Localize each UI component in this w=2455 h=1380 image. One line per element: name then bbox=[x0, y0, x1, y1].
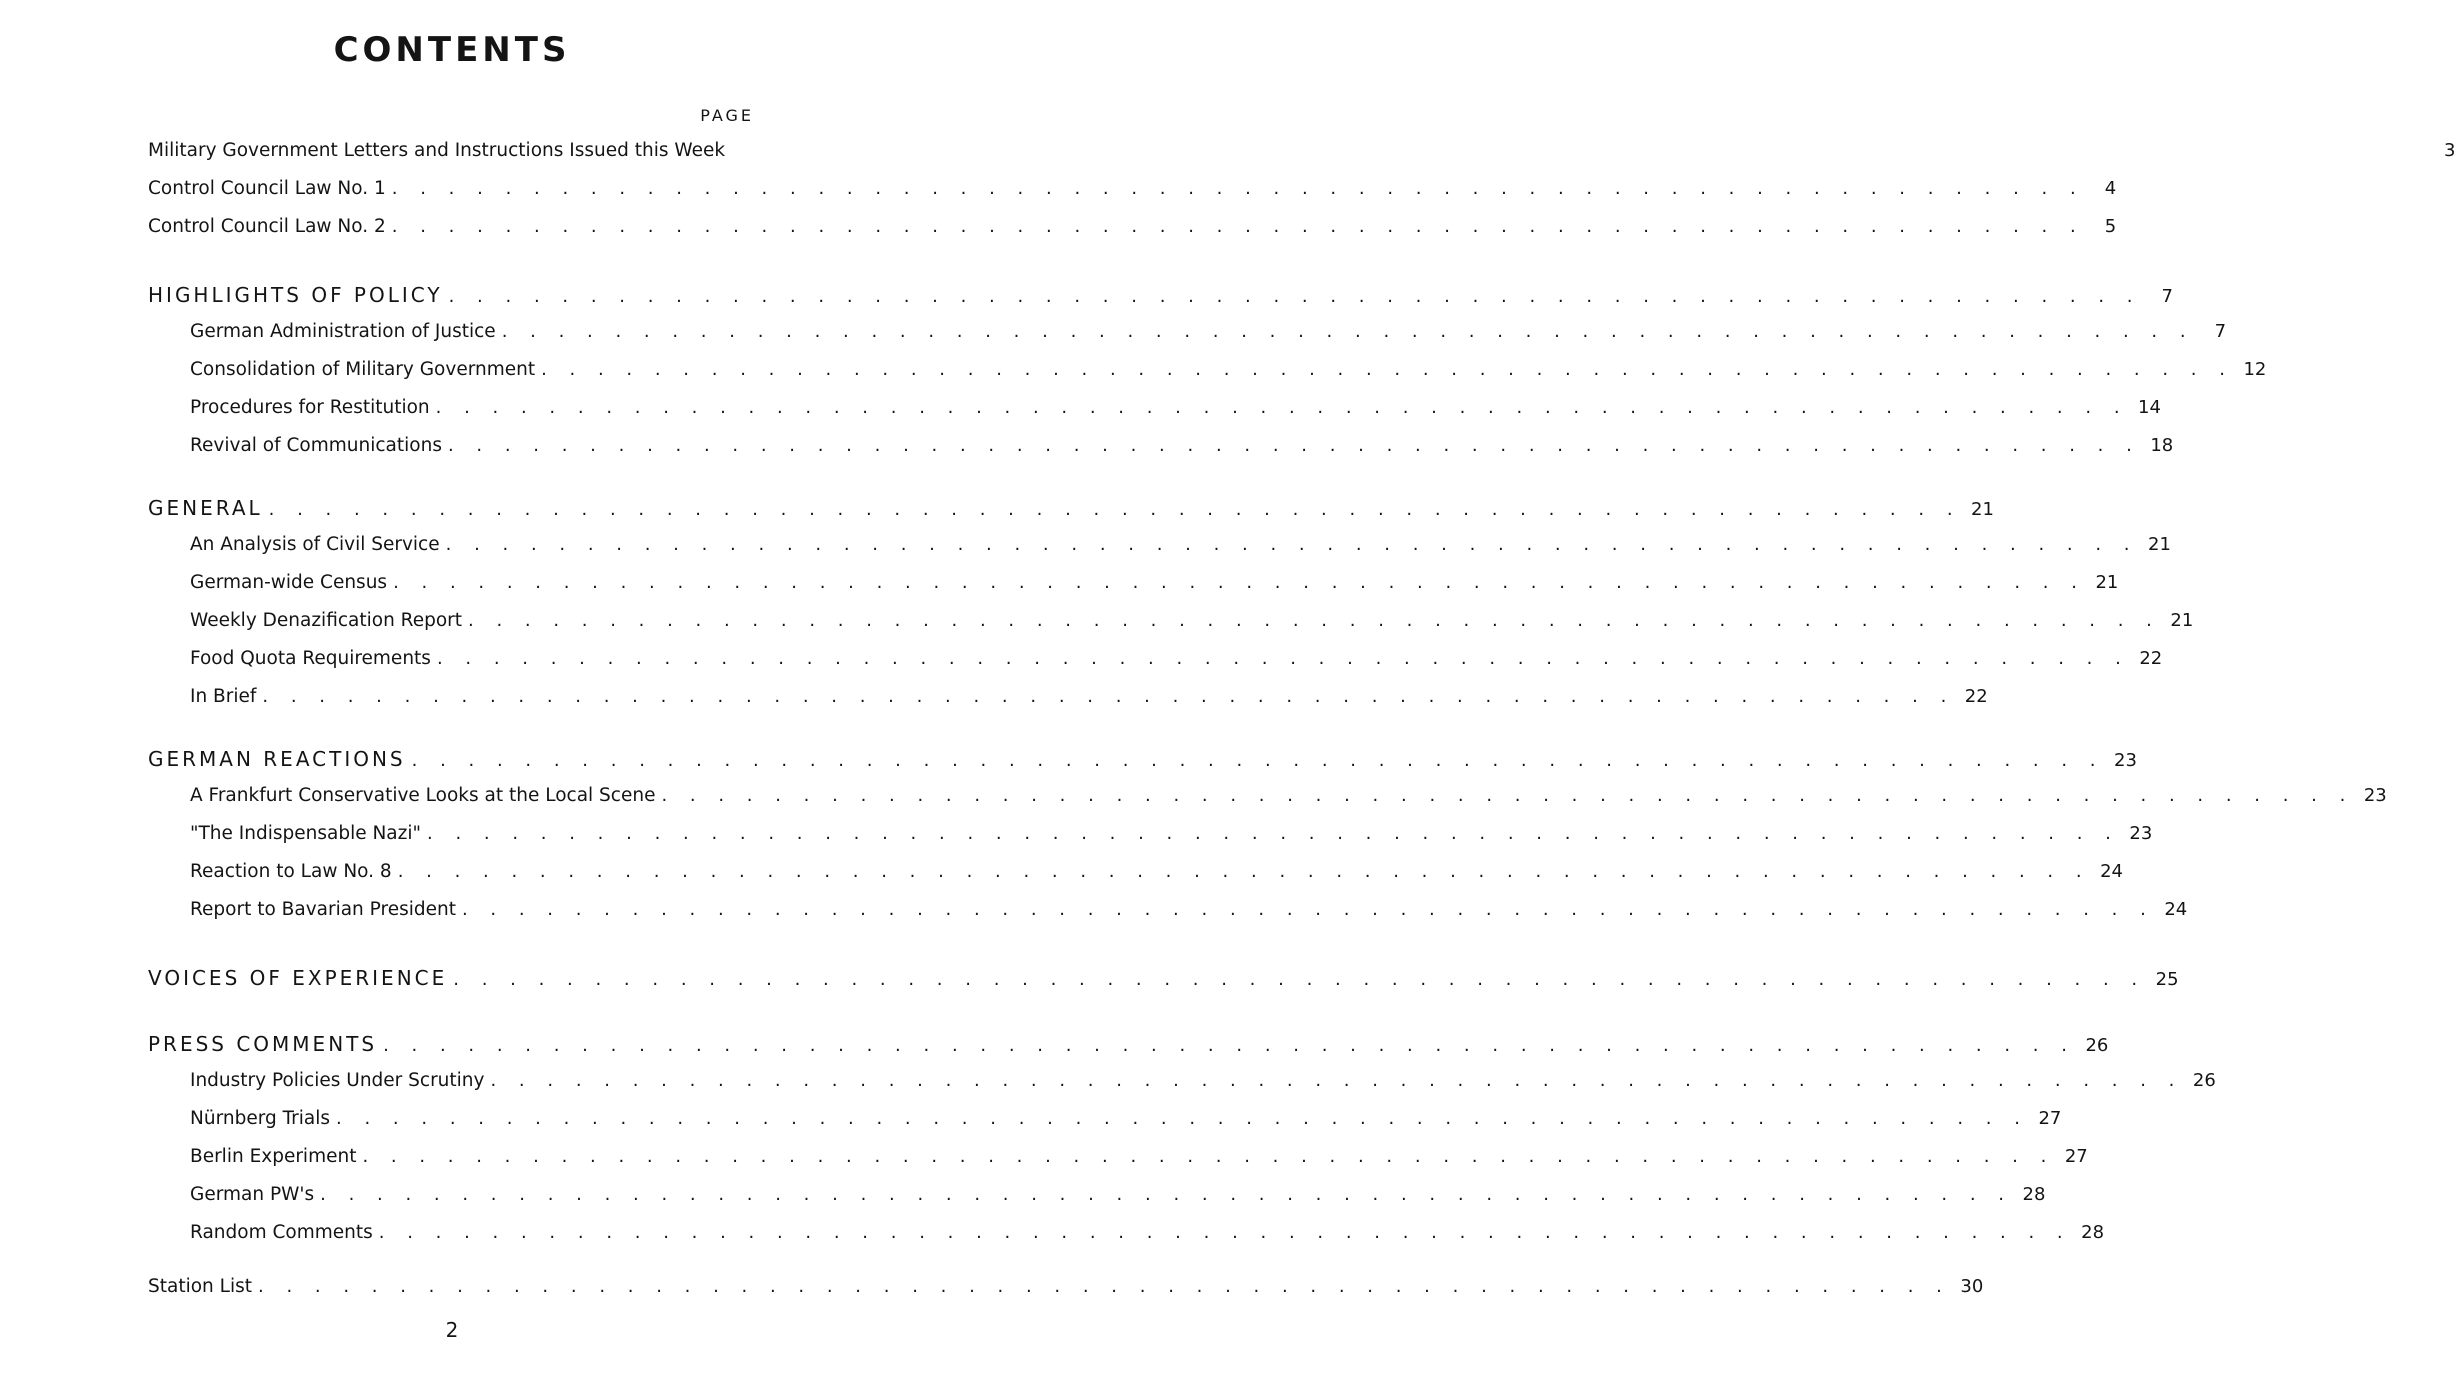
toc-entry-label: Control Council Law No. 1 bbox=[148, 178, 386, 199]
dot-leader: . . . . . . . . . . . . . . . . . . . . . . . . . . . . . . . . . . . . . . . . . . . . . . . . . . . . . . . . . . . . bbox=[378, 1222, 2072, 1243]
toc-entry-page: 18 bbox=[2150, 435, 2174, 456]
toc-entry bbox=[190, 359, 2267, 387]
toc-entry-label: German-wide Census bbox=[190, 572, 388, 593]
toc-entry-label: German Administration of Justice bbox=[190, 321, 496, 342]
toc-entry-page: 21 bbox=[2095, 572, 2119, 593]
page-number: 2 bbox=[445, 1318, 459, 1342]
toc-entry-page: 25 bbox=[2155, 969, 2179, 990]
toc-entry-label: VOICES OF EXPERIENCE bbox=[148, 966, 448, 990]
toc-entry-page: 28 bbox=[2022, 1184, 2046, 1205]
toc-entry-label: Report to Bavarian President bbox=[190, 899, 456, 920]
dot-leader: . . . . . . . . . . . . . . . . . . . . . . . . . . . . . . . . . . . . . . . . . . . . . . . . . . . . . . . . . . . . bbox=[268, 499, 1962, 520]
toc-entry-page: 23 bbox=[2363, 785, 2387, 806]
toc-entry bbox=[190, 785, 2387, 813]
toc-entry-label: Revival of Communications bbox=[190, 435, 442, 456]
toc-entry-label: "The Indispensable Nazi" bbox=[190, 823, 422, 844]
toc-section-heading bbox=[148, 966, 2179, 994]
toc-entry-label: Control Council Law No. 2 bbox=[148, 216, 386, 237]
toc-entry bbox=[190, 648, 2163, 676]
toc-section-heading bbox=[148, 1032, 2109, 1060]
toc-entry-label: In Brief bbox=[190, 686, 257, 707]
toc-entry-page: 28 bbox=[2081, 1222, 2105, 1243]
dot-leader: . . . . . . . . . . . . . . . . . . . . . . . . . . . . . . . . . . . . . . . . . . . . . . . . . . . . . . . . . . . . bbox=[383, 1035, 2076, 1056]
toc-entry-page: 14 bbox=[2138, 397, 2161, 418]
toc-entry bbox=[190, 321, 2227, 349]
toc-entry-page: 3 bbox=[2443, 140, 2455, 161]
dot-leader: . . . . . . . . . . . . . . . . . . . . . . . . . . . . . . . . . . . . . . . . . . . . . . . . . . . . . . . . . . . . bbox=[262, 686, 1955, 707]
page-title: CONTENTS bbox=[333, 30, 571, 70]
dot-leader: . . . . . . . . . . . . . . . . . . . . . . . . . . . . . . . . . . . . . . . . . . . . . . . . . . . . . . . . . . . . bbox=[445, 534, 2139, 555]
toc-entry bbox=[190, 1108, 2062, 1136]
toc-entry-page: 21 bbox=[2148, 534, 2171, 555]
page-column-heading: PAGE bbox=[700, 106, 754, 125]
dot-leader: . . . . . . . . . . . . . . . . . . . . . . . . . . . . . . . . . . . . . . . . . . . . . . . . . . . . . . . . . . . . bbox=[501, 321, 2195, 342]
toc-entry bbox=[190, 1146, 2088, 1174]
dot-leader: . . . . . . . . . . . . . . . . . . . . . . . . . . . . . . . . . . . . . . . . . . . . . . . . . . . . . . . . . . . . bbox=[320, 1184, 2013, 1205]
toc-entry bbox=[190, 861, 2123, 889]
toc-entry bbox=[190, 1184, 2046, 1212]
dot-leader: . . . . . . . . . . . . . . . . . . . . . . . . . . . . . . . . . . . . . . . . . . . . . . . . . . . . . . . . . . . . bbox=[258, 1276, 1951, 1297]
toc-entry-page: 7 bbox=[2161, 286, 2173, 307]
toc-entry bbox=[190, 686, 1988, 714]
toc-entry-page: 21 bbox=[1971, 499, 1994, 520]
toc-entry bbox=[190, 397, 2161, 425]
dot-leader: . . . . . . . . . . . . . . . . . . . . . . . . . . . . . . . . . . . . . . . . . . . . . . . . . . . . . . . . . . . . bbox=[427, 823, 2120, 844]
dot-leader: . . . . . . . . . . . . . . . . . . . . . . . . . . . . . . . . . . . . . . . . . . . . . . . . . . . . . . . . . . . . bbox=[391, 216, 2085, 237]
toc-entry-label: Industry Policies Under Scrutiny bbox=[190, 1070, 485, 1091]
dot-leader: . . . . . . . . . . . . . . . . . . . . . . . . . . . . . . . . . . . . . . . . . . . . . . . . . . . . . . . . . . . . bbox=[411, 750, 2105, 771]
toc-entry bbox=[190, 610, 2194, 638]
toc-entry bbox=[190, 572, 2119, 600]
toc-entry bbox=[190, 435, 2174, 463]
toc-section-heading bbox=[148, 496, 1994, 524]
toc-entry-page: 30 bbox=[1960, 1276, 1984, 1297]
dot-leader: . . . . . . . . . . . . . . . . . . . . . . . . . . . . . . . . . . . . . . . . . . . . . . . . . . . . . . . . . . . . bbox=[541, 359, 2234, 380]
toc-entry-page: 22 bbox=[1964, 686, 1988, 707]
dot-leader: . . . . . . . . . . . . . . . . . . . . . . . . . . . . . . . . . . . . . . . . . . . . . . . . . . . . . . . . . . . . bbox=[393, 572, 2086, 593]
toc-entry-label: Consolidation of Military Government bbox=[190, 359, 536, 380]
toc-entry-label: PRESS COMMENTS bbox=[148, 1032, 378, 1056]
dot-leader: . . . . . . . . . . . . . . . . . . . . . . . . . . . . . . . . . . . . . . . . . . . . . . . . . . . . . . . . . . . . bbox=[435, 397, 2129, 418]
toc-entry-page: 4 bbox=[2104, 178, 2117, 199]
dot-leader: . . . . . . . . . . . . . . . . . . . . . . . . . . . . . . . . . . . . . . . . . . . . . . . . . . . . . . . . . . . . bbox=[461, 899, 2155, 920]
toc-entry-label: HIGHLIGHTS OF POLICY bbox=[148, 283, 443, 307]
toc-entry bbox=[148, 216, 2117, 244]
toc-entry-page: 23 bbox=[2129, 823, 2153, 844]
dot-leader: . . . . . . . . . . . . . . . . . . . . . . . . . . . . . . . . . . . . . . . . . . . . . . . . . . . . . . . . . . . . bbox=[468, 610, 2161, 631]
toc-entry-page: 24 bbox=[2100, 861, 2123, 882]
dot-leader: . . . . . . . . . . . . . . . . . . . . . . . . . . . . . . . . . . . . . . . . . . . . . . . . . . . . . . . . . . . . bbox=[391, 178, 2085, 199]
toc-entry-page: 24 bbox=[2164, 899, 2188, 920]
toc-entry bbox=[148, 178, 2117, 206]
dot-leader: . . . . . . . . . . . . . . . . . . . . . . . . . . . . . . . . . . . . . . . . . . . . . . . . . . . . . . . . . . . . bbox=[448, 286, 2141, 307]
toc-entry bbox=[190, 1070, 2216, 1098]
dot-leader: . . . . . . . . . . . . . . . . . . . . . . . . . . . . . . . . . . . . . . . . . . . . . . . . . . . . . . . . . . . . bbox=[661, 785, 2354, 806]
dot-leader: . . . . . . . . . . . . . . . . . . . . . . . . . . . . . . . . . . . . . . . . . . . . . . . . . . . . . . . . . . . . bbox=[336, 1108, 2029, 1129]
toc-entry-label: Berlin Experiment bbox=[190, 1146, 357, 1167]
toc-section-heading bbox=[148, 283, 2173, 311]
toc-entry-page: 27 bbox=[2038, 1108, 2062, 1129]
toc-entry-label: An Analysis of Civil Service bbox=[190, 534, 440, 555]
toc-entry-label: Food Quota Requirements bbox=[190, 648, 431, 669]
dot-leader: . . . . . . . . . . . . . . . . . . . . . . . . . . . . . . . . . . . . . . . . . . . . . . . . . . . . . . . . . . . . bbox=[397, 861, 2091, 882]
toc-entry-page: 27 bbox=[2064, 1146, 2088, 1167]
toc-entry bbox=[190, 1222, 2105, 1250]
toc-entry bbox=[190, 899, 2188, 927]
dot-leader: . . . . . . . . . . . . . . . . . . . . . . . . . . . . . . . . . . . . . . . . . . . . . . . . . . . . . . . . . . . . bbox=[453, 969, 2146, 990]
toc-entry-label: GERMAN REACTIONS bbox=[148, 747, 406, 771]
toc-entry-label: Reaction to Law No. 8 bbox=[190, 861, 392, 882]
toc-entry-label: Procedures for Restitution bbox=[190, 397, 430, 418]
toc-entry bbox=[190, 823, 2153, 851]
toc-entry-page: 12 bbox=[2243, 359, 2267, 380]
toc-entry-label: German PW's bbox=[190, 1184, 315, 1205]
toc-entry-page: 5 bbox=[2104, 216, 2117, 237]
toc-entry-label: GENERAL bbox=[148, 496, 263, 520]
toc-entry-page: 26 bbox=[2085, 1035, 2109, 1056]
toc-entry-page: 7 bbox=[2214, 321, 2227, 342]
toc-entry-label: Station List bbox=[148, 1276, 252, 1297]
dot-leader: . . . . . . . . . . . . . . . . . . . . . . . . . . . . . . . . . . . . . . . . . . . . . . . . . . . . . . . . . . . . bbox=[362, 1146, 2055, 1167]
toc-entry-label: Military Government Letters and Instructions Issued this Week bbox=[148, 140, 726, 161]
dot-leader: . . . . . . . . . . . . . . . . . . . . . . . . . . . . . . . . . . . . . . . . . . . . . . . . . . . . . . . . . . . . bbox=[447, 435, 2141, 456]
toc-entry-page: 22 bbox=[2139, 648, 2163, 669]
toc-entry-page: 21 bbox=[2170, 610, 2194, 631]
toc-entry-label: Random Comments bbox=[190, 1222, 373, 1243]
toc-entry-label: Weekly Denazification Report bbox=[190, 610, 462, 631]
toc-entry bbox=[148, 1276, 1984, 1304]
toc-section-heading bbox=[148, 747, 2137, 775]
dot-leader: . . . . . . . . . . . . . . . . . . . . . . . . . . . . . . . . . . . . . . . . . . . . . . . . . . . . . . . . . . . . bbox=[436, 648, 2130, 669]
toc-entry-label: Nürnberg Trials bbox=[190, 1108, 331, 1129]
toc-entry bbox=[190, 534, 2171, 562]
toc-entry bbox=[148, 140, 2455, 168]
toc-entry-page: 23 bbox=[2114, 750, 2137, 771]
toc-entry-label: A Frankfurt Conservative Looks at the Local Scene bbox=[190, 785, 656, 806]
dot-leader: . . . . . . . . . . . . . . . . . . . . . . . . . . . . . . . . . . . . . . . . . . . . . . . . . . . . . . . . . . . . bbox=[490, 1070, 2183, 1091]
toc-entry-page: 26 bbox=[2192, 1070, 2216, 1091]
